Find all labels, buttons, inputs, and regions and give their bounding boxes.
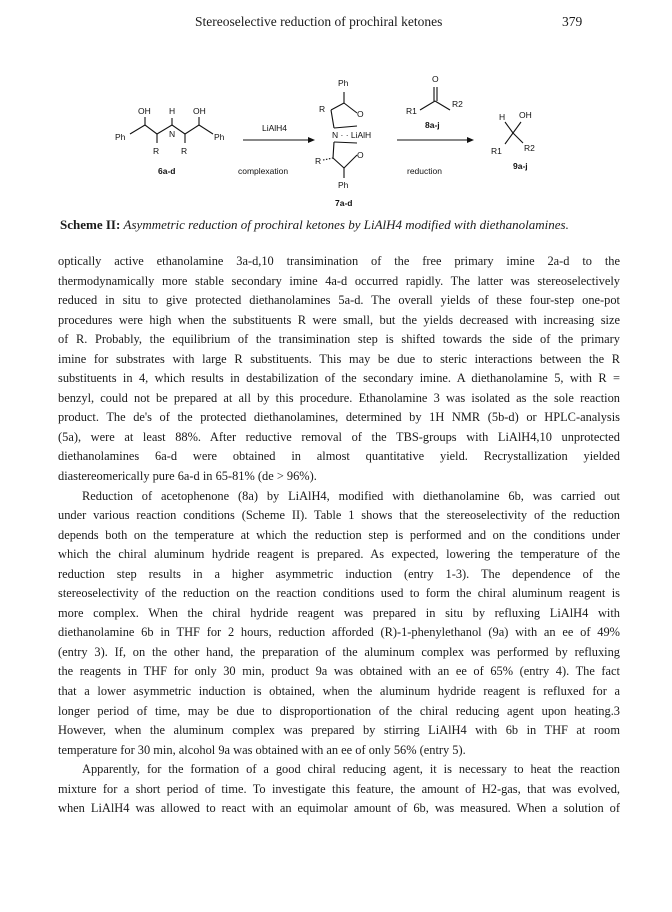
- compound-7a-d-label: 7a-d: [335, 198, 353, 208]
- text-line: temperature for 30 min, alcohol 9a was obtained with an ee of only 56% (entry 5).: [58, 742, 466, 757]
- text-line: reduced in situ to give protected diethanolamines 5a-d. The overall yields of these four-step one-pot: [58, 293, 620, 308]
- step-complexation: complexation: [238, 166, 289, 176]
- label-r-bottom: R: [315, 156, 322, 166]
- scheme-ii-diagram: [95, 70, 595, 220]
- text-line: thermodynamically more stable secondary imine 4a-d occurred rapidly. The latter was stereoselectively: [58, 273, 620, 288]
- label-n-lialh: N · · LiAlH: [332, 130, 372, 140]
- text-line: reduction step results in a higher asymmetric induction (entry 1-3). The dependence of the: [58, 566, 620, 581]
- text-line: optically active ethanolamine 3a-d,10 transimination of the free primary imine 2a-d to the: [58, 254, 620, 268]
- text-line: However, when the aluminum complex was prepared by stirring LiAlH4 with 6b in THF at room: [58, 723, 620, 738]
- label-product-r2: R2: [524, 143, 535, 153]
- paragraph-3: [58, 760, 620, 819]
- label-ph-bottom: Ph: [338, 180, 349, 190]
- paragraph-1: [58, 252, 620, 487]
- page-header: [0, 14, 672, 32]
- compound-8a-j-label: 8a-j: [425, 120, 440, 130]
- label-oh-right: OH: [193, 106, 206, 116]
- text-line: longer period of time, may be due to disproportionation of the chiral reducing agent upon heating.3: [58, 703, 620, 718]
- text-line: (5a), were at least 88%. After reductive removal of the TBS-groups with LiAlH4,10 unprotected: [58, 429, 620, 444]
- label-ph-right: Ph: [214, 132, 225, 142]
- label-ketone-r2: R2: [452, 99, 463, 109]
- text-line: product. The de's of the protected diethanolamines, determined by 1H NMR (5b-d) or HPLC-analysis: [58, 410, 620, 425]
- label-h: H: [169, 106, 176, 116]
- text-line: Apparently, for the formation of a good chiral reducing agent, it is necessary to heat the reaction: [82, 762, 620, 777]
- label-n: N: [169, 129, 176, 139]
- text-line: diethanolamine 6b in THF for 2 hours, reduction afforded (R)-1-phenylethanol (9a) with an ee of 49%: [58, 625, 620, 640]
- text-line: depends both on the temperature at which the reduction step is performed and on the conditions under: [58, 527, 620, 542]
- label-o-top: O: [357, 109, 364, 119]
- text-line: procedures were high when the substituents R were small, but the yields decreased with increasing size: [58, 312, 620, 327]
- label-oh-left: OH: [138, 106, 151, 116]
- label-o-bottom: O: [357, 150, 364, 160]
- text-line: of R. Probably, the equilibrium of the transimination step is shifted towards the side of the primary: [58, 332, 620, 347]
- text-line: when LiAlH4 was allowed to react with an equimolar amount of 6b, was measured. When a solution of: [58, 801, 620, 816]
- text-line: (entry 3). If, on the other hand, the preparation of the aluminum complex was performed by refluxing: [58, 644, 620, 659]
- text-line: that a lower asymmetric induction is obtained, when the aluminum hydride reagent is refluxed for a: [58, 684, 620, 699]
- text-line: the reagents in THF for only 30 min, product 9a was obtained with an ee of 65% (entry 4). The fact: [58, 664, 620, 679]
- label-r-left: R: [153, 146, 160, 156]
- label-product-r1: R1: [491, 146, 502, 156]
- paragraph-2: [58, 487, 620, 761]
- text-line: Reduction of acetophenone (8a) by LiAlH4, modified with diethanolamine 6b, was carried out: [82, 488, 620, 503]
- label-ketone-o: O: [432, 74, 439, 84]
- ketone-8-structure: [420, 87, 450, 110]
- scheme-caption: [60, 217, 620, 233]
- text-line: which the chiral aluminum hydride reagent is prepared. As expected, lowering the temperature of the: [58, 547, 620, 562]
- compound-9a-j-label: 9a-j: [513, 161, 528, 171]
- text-line: under various reaction conditions (Scheme II). Table 1 shows that the stereoselectivity of the reduction: [58, 508, 620, 523]
- text-line: stereoselectivity of the reduction on the reaction conditions used to form the chiral aluminum reagent is: [58, 586, 620, 601]
- text-line: mixture for a short period of time. To investigate this feature, the amount of H2-gas, that was evolved,: [58, 781, 620, 796]
- caption-text: Asymmetric reduction of prochiral ketones by LiAlH4 modified with diethanolamines.: [123, 217, 569, 232]
- label-product-oh: OH: [519, 110, 532, 120]
- label-ph-top: Ph: [338, 78, 349, 88]
- text-line: benzyl, could not be prepared at all by this procedure. Ethanolamine 3 was isolated as the sole reaction: [58, 390, 620, 405]
- caption-label: Scheme II:: [60, 217, 121, 232]
- body-text: [58, 252, 620, 819]
- text-line: substituents in 4, which results in destabilization of the secondary imine. A diethanolamine 5, with R =: [58, 371, 620, 386]
- alcohol-9-structure: [505, 122, 523, 144]
- label-r-right: R: [181, 146, 188, 156]
- label-ketone-r1: R1: [406, 106, 417, 116]
- label-product-h: H: [499, 112, 506, 122]
- compound-6a-d-label: 6a-d: [158, 166, 176, 176]
- text-line: more complex. When the chiral hydride reagent was prepared in situ by refluxing LiAlH4 with: [58, 605, 620, 620]
- text-line: diethanolamines 6a-d were obtained in almost quantitative yield. Recrystallization yielded: [58, 449, 620, 464]
- page-number: 379: [562, 14, 583, 29]
- reagent-lialh4: LiAlH4: [262, 123, 288, 133]
- text-line: imine for substrates with large R substituents. This may be due to steric interactions between the R: [58, 351, 620, 366]
- label-ph-left: Ph: [115, 132, 126, 142]
- running-title: Stereoselective reduction of prochiral ketones: [195, 14, 443, 29]
- label-r-top: R: [319, 104, 326, 114]
- text-line: diastereomerically pure 6a-d in 65-81% (de > 96%).: [58, 469, 317, 484]
- step-reduction: reduction: [407, 166, 442, 176]
